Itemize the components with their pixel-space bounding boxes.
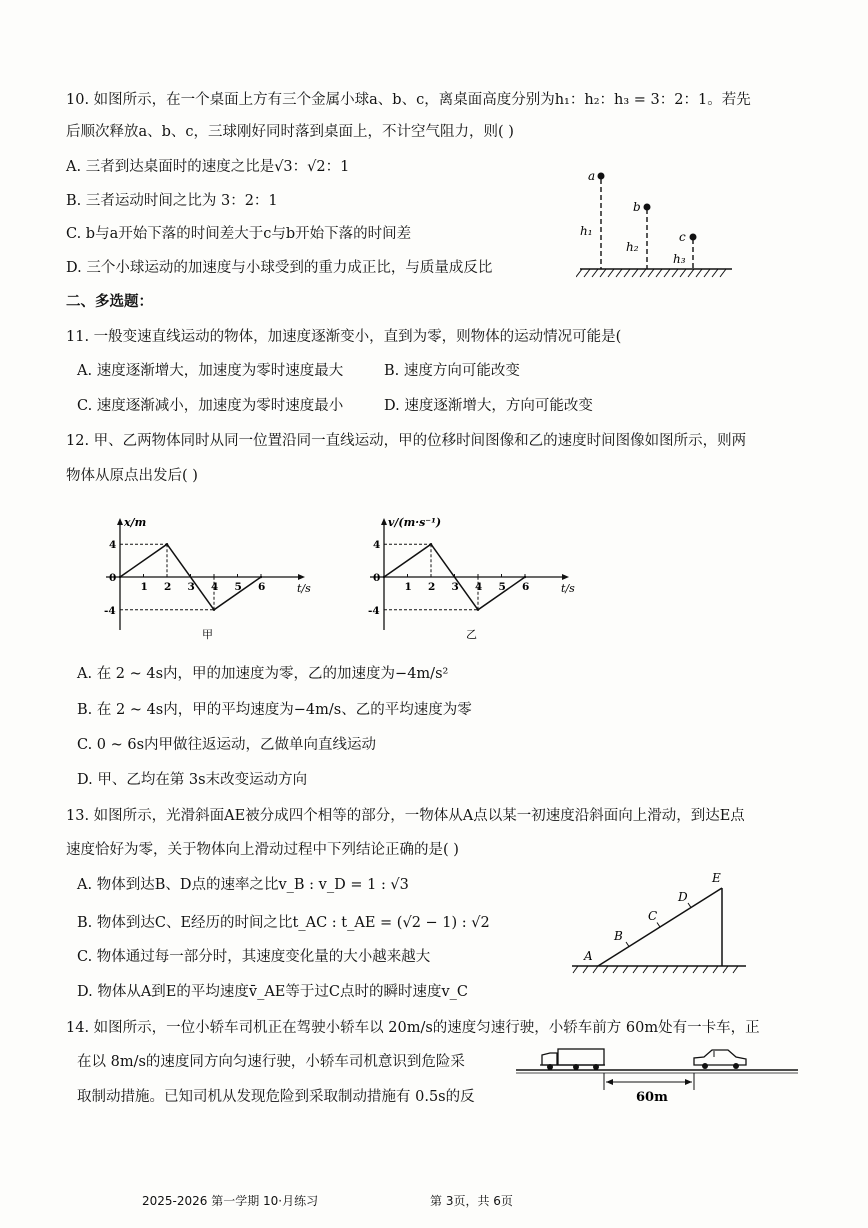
- x-tick-label: 5: [234, 581, 242, 593]
- q10-stem-line2: 后顺次释放a、b、c，三球刚好同时落到桌面上，不计空气阻力，则( ): [66, 124, 514, 140]
- section-heading: 二、多选题：: [66, 293, 153, 310]
- x-tick-label: 1: [404, 581, 412, 593]
- q14-line1: 14. 如图所示，一位小轿车司机正在驾驶小轿车以 20m/s的速度匀速行驶，小轿车前方 60m处有一卡车，正: [66, 1020, 760, 1036]
- q10-option-c: C. b与a开始下落的时间差大于c与b开始下落的时间差: [66, 226, 412, 242]
- q13-option-c: C. 物体通过每一部分时，其速度变化量的大小越来越大: [77, 949, 431, 965]
- x-axis-label: t/s: [561, 582, 575, 595]
- data-point: [477, 609, 479, 611]
- y-axis-label: x/m: [124, 516, 147, 529]
- x-tick-label: 2: [428, 581, 436, 593]
- ball-c: [690, 234, 697, 241]
- x-tick-label: 6: [258, 581, 266, 593]
- x-tick-label: 6: [522, 581, 530, 593]
- y-axis-label: v/(m·s⁻¹): [388, 516, 442, 529]
- y-axis-arrow: [381, 518, 387, 525]
- x-tick-label: 4: [475, 581, 483, 593]
- q13-option-b: B. 物体到达C、E经历的时间之比t_AC : t_AE = (√2 − 1) : √2: [77, 915, 490, 931]
- q12-stem-line2: 物体从原点出发后( ): [66, 468, 198, 484]
- x-tick-label: 1: [140, 581, 148, 593]
- x-tick-label: 4: [211, 581, 219, 593]
- incline-figure: [570, 868, 750, 978]
- q12-option-c: C. 0 ~ 6s内甲做往返运动，乙做单向直线运动: [77, 737, 377, 753]
- x-axis-arrow: [298, 574, 305, 580]
- displacement-time-chart: [100, 510, 330, 645]
- q11-option-c: C. 速度逐渐减小，加速度为零时速度最小: [77, 398, 344, 414]
- label-h1: h₁: [580, 224, 593, 238]
- footer-term: 2025-2026 第一学期 10·月练习: [142, 1194, 319, 1208]
- q10-option-d: D. 三个小球运动的加速度与小球受到的重力成正比，与质量成反比: [66, 260, 493, 276]
- q12-option-a: A. 在 2 ~ 4s内，甲的加速度为零，乙的加速度为−4m/s²: [77, 666, 449, 682]
- q14-line3: 取制动措施。已知司机从发现危险到采取制动措施有 0.5s的反: [77, 1089, 475, 1105]
- label-c: c: [679, 230, 686, 244]
- car: [694, 1050, 746, 1069]
- x-axis-arrow: [562, 574, 569, 580]
- y-tick-label: 0: [109, 572, 117, 584]
- x-tick-label: 3: [187, 581, 195, 593]
- q10-option-a: A. 三者到达桌面时的速度之比是√3：√2：1: [66, 159, 350, 175]
- q13-stem-line2: 速度恰好为零，关于物体向上滑动过程中下列结论正确的是( ): [66, 842, 459, 858]
- q14-line2: 在以 8m/s的速度同方向匀速行驶，小轿车司机意识到危险采: [77, 1054, 465, 1070]
- q11-option-d: D. 速度逐渐增大，方向可能改变: [384, 398, 593, 414]
- x-tick-label: 3: [451, 581, 459, 593]
- point-a-label: A: [584, 949, 593, 963]
- ball-b: [644, 204, 651, 211]
- q12-option-d: D. 甲、乙均在第 3s末改变运动方向: [77, 772, 308, 788]
- q11-stem: 11. 一般变速直线运动的物体，加速度逐渐变小，直到为零，则物体的运动情况可能是(: [66, 329, 622, 345]
- data-point: [119, 576, 121, 578]
- data-point: [383, 576, 385, 578]
- point-e-label: E: [712, 871, 721, 885]
- footer-page-number: 第 3页，共 6页: [430, 1194, 513, 1208]
- q13-option-a: A. 物体到达B、D点的速率之比v_B : v_D = 1 : √3: [77, 877, 409, 893]
- q10-option-b: B. 三者运动时间之比为 3：2：1: [66, 193, 278, 209]
- data-point: [430, 543, 432, 545]
- q11-option-a: A. 速度逐渐增大，加速度为零时速度最大: [77, 363, 344, 379]
- velocity-time-chart: [364, 510, 594, 645]
- truck: [540, 1049, 605, 1070]
- q12-stem-line1: 12. 甲、乙两物体同时从同一位置沿同一直线运动，甲的位移时间图像和乙的速度时间图像如图所示，则两: [66, 433, 747, 449]
- chart-title: 甲: [202, 628, 213, 641]
- label-h2: h₂: [626, 240, 639, 254]
- q11-option-b: B. 速度方向可能改变: [384, 363, 520, 379]
- label-b: b: [633, 200, 641, 214]
- chart-title: 乙: [466, 628, 477, 641]
- y-tick-label: 4: [109, 539, 117, 552]
- traffic-figure: [512, 1040, 802, 1105]
- data-point: [213, 609, 215, 611]
- data-point: [260, 576, 262, 578]
- point-b-label: B: [614, 929, 623, 943]
- x-tick-label: 2: [164, 581, 172, 593]
- distance-label: 60m: [636, 1090, 668, 1105]
- y-tick-label: -4: [368, 604, 380, 617]
- data-point: [166, 543, 168, 545]
- y-axis-arrow: [117, 518, 123, 525]
- label-a: a: [588, 169, 596, 183]
- y-tick-label: 4: [373, 539, 381, 552]
- point-c-label: C: [648, 909, 658, 923]
- q10-stem-line1: 10. 如图所示，在一个桌面上方有三个金属小球a、b、c，离桌面高度分别为h₁：h₂：h₃ = 3：2：1。若先: [66, 92, 751, 108]
- point-d-label: D: [678, 890, 688, 904]
- data-point: [524, 576, 526, 578]
- q13-option-d: D. 物体从A到E的平均速度v̄_AE等于过C点时的瞬时速度v_C: [77, 984, 469, 1000]
- x-tick-label: 5: [498, 581, 506, 593]
- x-axis-label: t/s: [297, 582, 311, 595]
- y-tick-label: -4: [104, 604, 116, 617]
- y-tick-label: 0: [373, 572, 381, 584]
- label-h3: h₃: [673, 252, 686, 266]
- ball-a: [598, 173, 605, 180]
- q13-stem-line1: 13. 如图所示，光滑斜面AE被分成四个相等的部分，一物体从A点以某一初速度沿斜面向上滑动，到达E点: [66, 808, 745, 824]
- q10-figure: [576, 165, 736, 285]
- q12-option-b: B. 在 2 ~ 4s内，甲的平均速度为−4m/s、乙的平均速度为零: [77, 702, 472, 718]
